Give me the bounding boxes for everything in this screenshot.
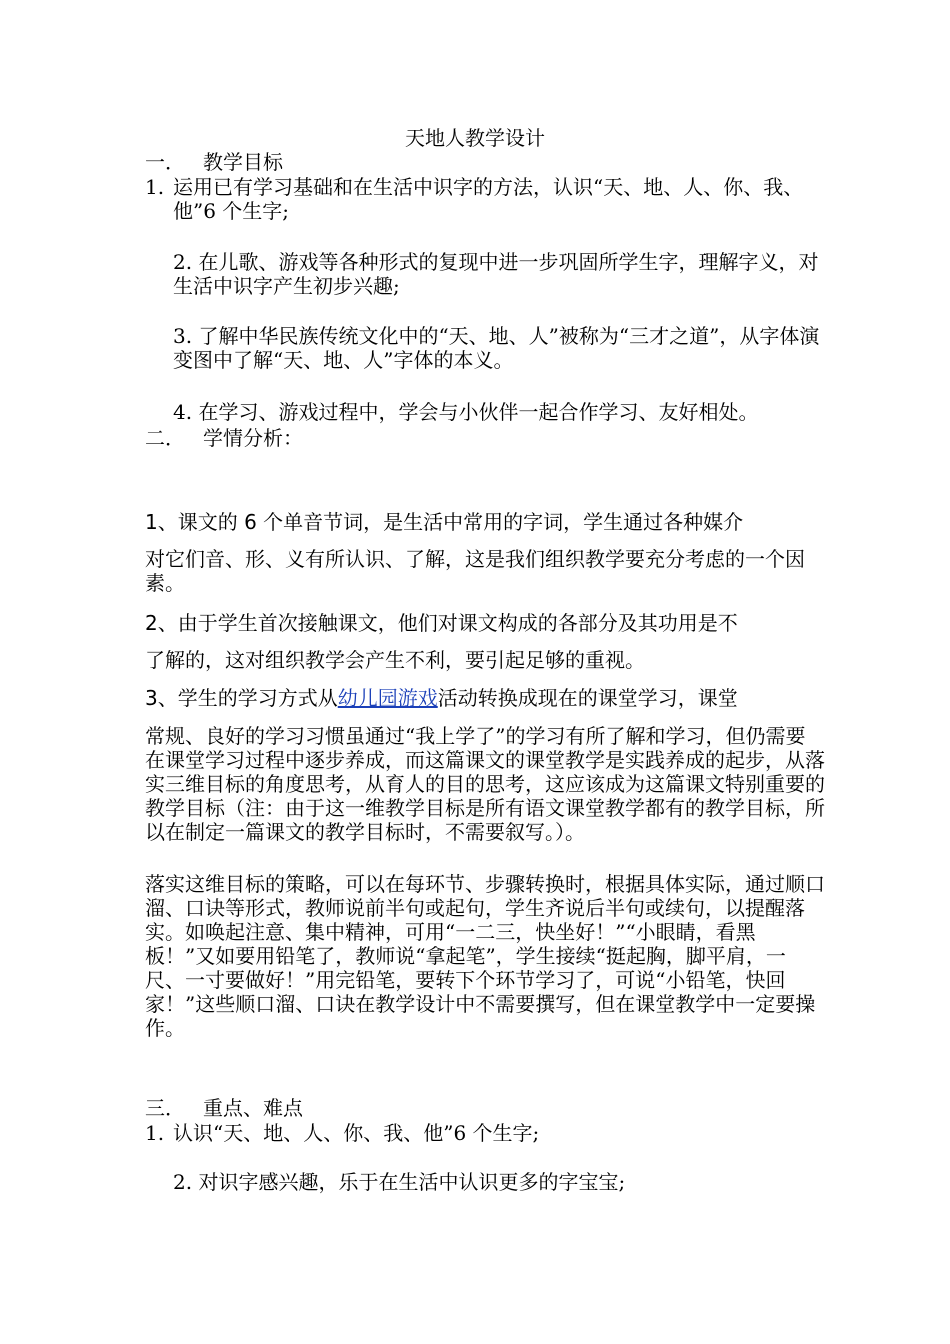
section-title: 教学目标 [203, 150, 283, 174]
section-title: 重点、难点 [203, 1096, 303, 1120]
section-number: 三． [145, 1096, 185, 1120]
analysis-para-2-line-1: 2、由于学生首次接触课文，他们对课文构成的各部分及其功用是不 [145, 611, 738, 635]
objective-item-4: 4. 在学习、游戏过程中，学会与小伙伴一起合作学习、友好相处。 [173, 400, 759, 424]
item-text: 认识“天、地、人、你、我、他”6 个生字; [173, 1121, 540, 1145]
analysis-para-1-rest: 对它们音、形、义有所认识、了解，这是我们组织教学要充分考虑的一个因素。 [145, 547, 805, 595]
item-text: 运用已有学习基础和在生活中识字的方法，认识“天、地、人、你、我、他”6 个生字; [173, 175, 804, 223]
analysis-para-3-rest: 常规、良好的学习习惯虽通过“我上学了”的学习有所了解和学习，但仍需要在课堂学习过程中逐步养成，而这篇课文的课堂教学是实践养成的起步，从落实三维目标的角度思考，从育人的目的思考，这应该成为这篇课文特别重要的教学目标（注：由于这一维教学目标是所有语文课堂教学都有的教学目标，所以在制定一篇课文的教学目标时，不需要叙写。）。 [145, 724, 825, 844]
section-number: 一． [145, 150, 185, 174]
objective-item-2: 2. 在儿歌、游戏等各种形式的复现中进一步巩固所学生字，理解字义，对生活中识字产生初步兴趣; [173, 250, 819, 298]
analysis-para-4: 落实这维目标的策略，可以在每环节、步骤转换时，根据具体实际，通过顺口溜、口诀等形式，教师说前半句或起句，学生齐说后半句或续句，以提醒落实。如唤起注意、集中精神，可用“一二三，快坐好！”“小眼睛，看黑板！”又如要用铅笔了，教师说“拿起笔”，学生接续“挺起胸，脚平肩，一尺、一寸要做好！”用完铅笔，要转下个环节学习了，可说“小铅笔，快回家！”这些顺口溜、口诀在教学设计中不需要撰写，但在课堂教学中一定要操作。 [145, 872, 825, 1040]
kindergarten-game-link[interactable]: 幼儿园游戏 [337, 686, 438, 710]
objective-item-3: 3. 了解中华民族传统文化中的“天、地、人”被称为“三才之道”，从字体演变图中了解“天、地、人”字体的本义。 [173, 324, 820, 372]
item-number: 1. [145, 175, 165, 199]
item-number: 1. [145, 1121, 165, 1145]
section-heading-key-points [145, 1096, 303, 1120]
analysis-para-3-line-1 [145, 686, 825, 710]
analysis-para-2-line-2: 了解的，这对组织教学会产生不利，要引起足够的重视。 [145, 648, 645, 672]
section-heading-objectives [145, 150, 283, 174]
text-run: 3、学生的学习方式从 [145, 686, 338, 710]
analysis-para-1-line-1: 1、课文的 6 个单音节词，是生活中常用的字词，学生通过各种媒介 [145, 510, 744, 534]
key-point-item-1 [145, 1121, 825, 1145]
key-point-item-2: 2. 对识字感兴趣，乐于在生活中认识更多的字宝宝; [173, 1170, 626, 1194]
objective-item-1 [145, 175, 825, 223]
document-title: 天地人教学设计 [405, 126, 545, 150]
section-heading-analysis [145, 426, 303, 450]
text-run: 活动转换成现在的课堂学习，课堂 [437, 686, 738, 710]
section-number: 二． [145, 426, 185, 450]
section-title: 学情分析： [203, 426, 303, 450]
